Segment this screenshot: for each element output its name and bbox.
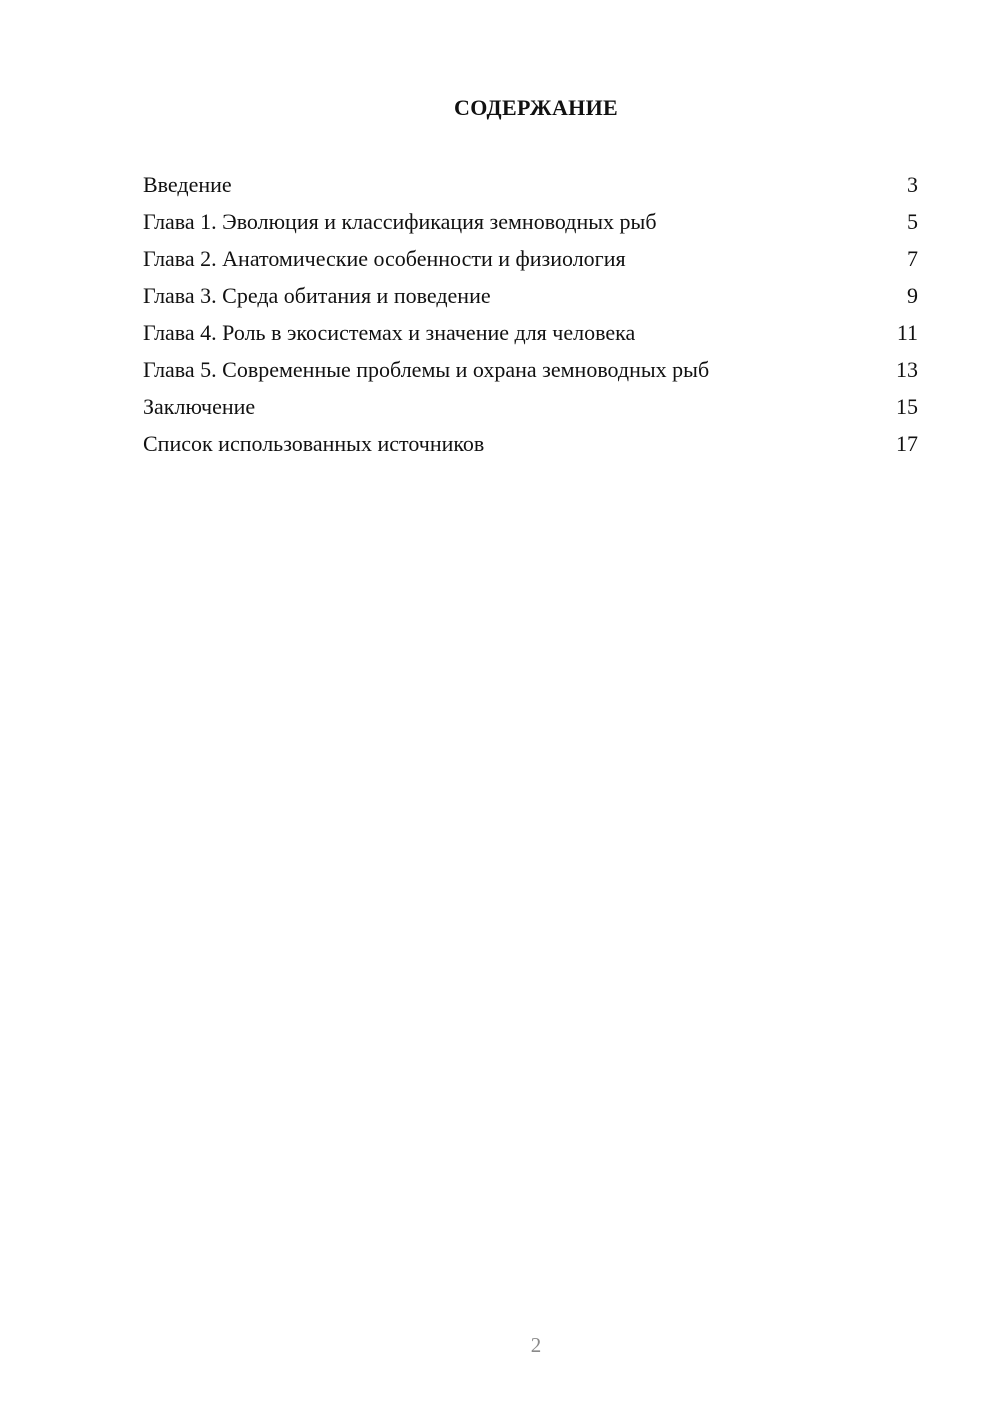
toc-entry-page: 9 [907, 283, 918, 308]
toc-entry-chapter-3 [143, 281, 918, 318]
toc-entry-chapter-2 [143, 244, 918, 281]
toc-entry-label: Глава 3. Среда обитания и поведение [143, 283, 491, 308]
toc-entry-page: 11 [896, 320, 918, 345]
toc-entry-chapter-5 [143, 355, 918, 392]
toc-entry-introduction [143, 170, 918, 207]
toc-entry-page: 17 [896, 431, 918, 456]
toc-entry-label: Список использованных источников [143, 431, 485, 456]
toc-entry-chapter-1 [143, 207, 918, 244]
toc-entry-conclusion [143, 392, 918, 429]
page-title: СОДЕРЖАНИЕ [454, 95, 618, 120]
toc-entry-references [143, 429, 918, 466]
toc-entry-page: 13 [896, 357, 918, 382]
toc-entry-page: 15 [896, 394, 918, 419]
toc-entry-label: Глава 5. Современные проблемы и охрана земноводных рыб [143, 357, 710, 382]
toc-entry-label: Введение [143, 172, 232, 197]
page-number: 2 [530, 1333, 542, 1357]
toc-entry-chapter-4 [143, 318, 918, 355]
table-of-contents [143, 170, 918, 466]
toc-entry-label: Глава 2. Анатомические особенности и физиология [143, 246, 626, 271]
toc-entry-page: 5 [907, 209, 918, 234]
toc-entry-page: 7 [907, 246, 918, 271]
toc-entry-page: 3 [907, 172, 918, 197]
toc-entry-label: Заключение [143, 394, 256, 419]
toc-entry-label: Глава 4. Роль в экосистемах и значение для человека [143, 320, 636, 345]
toc-entry-label: Глава 1. Эволюция и классификация земноводных рыб [143, 209, 657, 234]
